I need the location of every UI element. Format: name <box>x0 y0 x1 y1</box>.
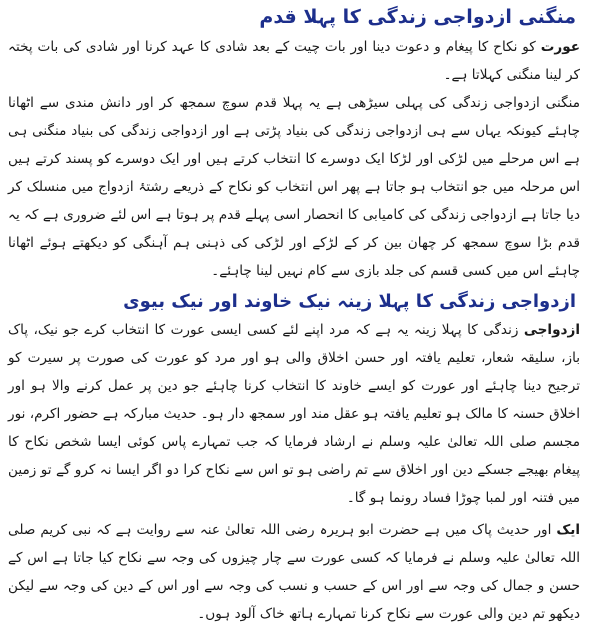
paragraph-engagement-importance: منگنی ازدواجی زندگی کی پہلی سیڑھی ہے یہ پہلا قدم سوچ سمجھ کر اور دانش مندی سے اٹھانا چاہئے کیونکہ یہاں سے ہی ازدواجی زندگی کی بنیاد پڑتی ہے اور ازدواجی زندگی کی بنیاد منگنی ہی ہے اس مرحلے میں لڑکی اور لڑکا ایک دوسرے کا انتخاب کرتے ہیں اور ایک دوسرے کو پسند کرتے ہیں اس مرحلہ میں جو انتخاب ہو جاتا ہے پھر اس انتخاب کو نکاح کے ذریعے رشتۂ ازدواج میں منسلک کر دیا جاتا ہے ازدواجی زندگی کی کامیابی کا انحصار اسی پہلے قدم پر ہوتا ہے اس لئے ضروری ہے کہ یہ قدم بڑا سوچ سمجھ کر چھان بین کر کے لڑکے اور لڑکی کی ذہنی ہم آہنگی کو دیکھتے ہوئے اٹھانا چاہئے اس میں کسی قسم کی جلد بازی سے کام نہیں لینا چاہئے۔ <box>8 94 580 279</box>
section-heading-engagement: منگنی ازدواجی زندگی کا پہلا قدم <box>259 6 576 28</box>
paragraph-lead-word: ایک <box>556 522 580 539</box>
paragraph-hadith <box>8 516 580 628</box>
section-heading-pious-spouse: ازدواجی زندگی کا پہلا زینہ نیک خاوند اور نیک بیوی <box>123 290 576 312</box>
paragraph-text: زندگی کا پہلا زینہ یہ ہے کہ مرد اپنے لئے کسی ایسی عورت کا انتخاب کرے جو نیک، پاک باز، سلیقہ شعار، تعلیم یافتہ اور حسن اخلاق والی ہو اور مرد کو عورت کی صورت پر سیرت کو ترجیح دینا چاہئے اور عورت کو ایسے خاوند کا انتخاب کرنا چاہئے جو دین پر عمل کرنے والا ہو اور اخلاق حسنہ کا مالک ہو تعلیم یافتہ ہو عقل مند اور سمجھ دار ہو۔ حدیث مبارکہ ہے حضور اکرم، نور مجسم صلی اللہ تعالیٰ علیہ وسلم نے ارشاد فرمایا کہ جب تمہارے پاس کوئی ایسا شخص نکاح کا پیغام بھیجے جسکے دین اور اخلاق سے تم راضی ہو تو اس سے نکاح کرا دو اگر ایسا نہ کرو گے تو زمین میں فتنہ اور لمبا چوڑا فساد رونما ہو گا۔ <box>8 322 580 507</box>
paragraph-lead-word: عورت <box>540 38 580 55</box>
paragraph-lead-word: ازدواجی <box>523 322 580 339</box>
paragraph-text: کو نکاح کا پیغام و دعوت دینا اور بات چیت کے بعد شادی کا عہد کرنا اور شادی کی بات پختہ کر لینا منگنی کہلاتا ہے۔ <box>8 38 580 83</box>
paragraph-engagement-definition <box>8 33 580 89</box>
paragraph-text: اور حدیث پاک میں ہے حضرت ابو ہریرہ رضی اللہ تعالیٰ عنہ سے روایت ہے کہ نبی کریم صلی اللہ تعالیٰ علیہ وسلم نے فرمایا کہ کسی عورت سے چار چیزوں کی وجہ سے نکاح کیا جاتا ہے اس کے حسن و جمال کی وجہ سے اور اس کے حسب و نسب کی وجہ سے اور اس کے دین کی وجہ سے لیکن دیکھو تم دین والی عورت سے نکاح کرنا تمہارے ہاتھ خاک آلود ہوں۔ <box>8 522 580 623</box>
paragraph-spouse-selection <box>8 316 580 512</box>
